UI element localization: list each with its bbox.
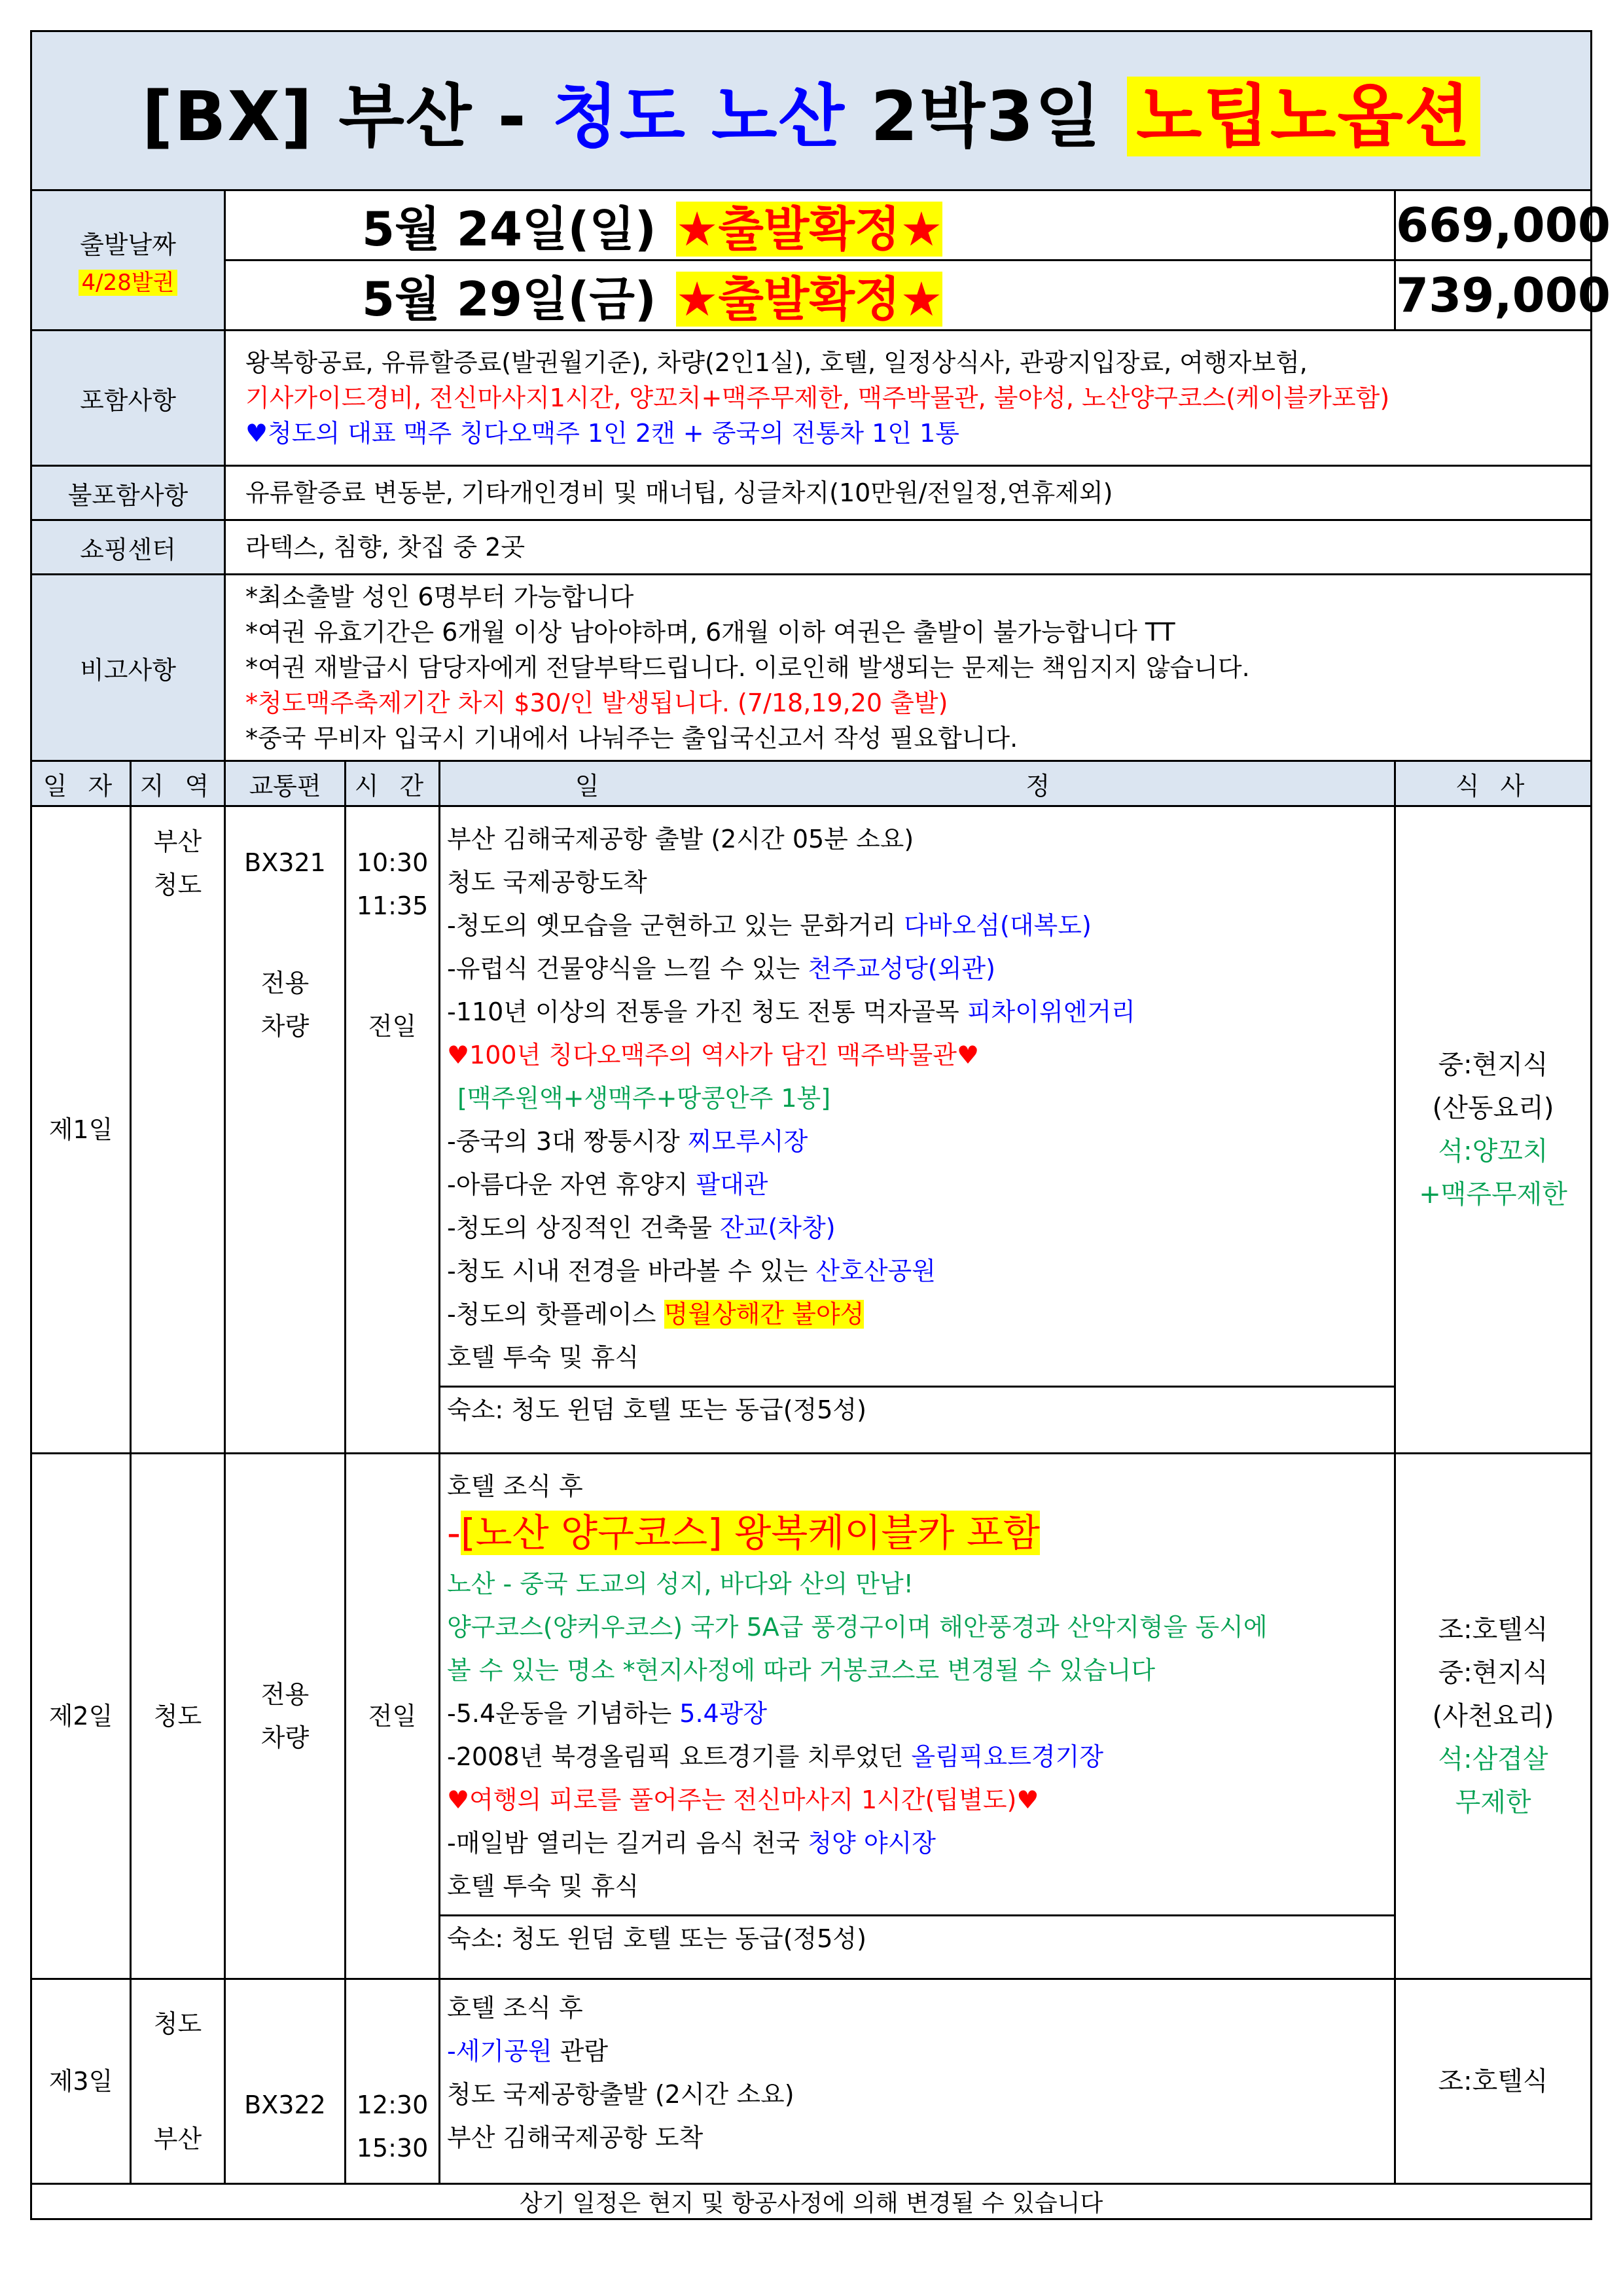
- day2-time: 전일: [346, 1454, 440, 1979]
- shopping-label: 쇼핑센터: [31, 520, 225, 575]
- day1-s7: [맥주원액+생맥주+땅콩안주 1봉]: [457, 1084, 831, 1113]
- day1-s8: -중국의 3대 짱퉁시장 찌모루시장: [447, 1127, 808, 1156]
- excluded-label: 불포함사항: [31, 466, 225, 520]
- header-transport: 교통편: [225, 761, 346, 806]
- day1-s11: -청도 시내 전경을 바라볼 수 있는 산호산공원: [447, 1257, 936, 1285]
- day1-row: [31, 806, 1592, 1454]
- day1-meal-4: +맥주무제한: [1419, 1179, 1567, 1210]
- day1-flight: BX321: [244, 848, 326, 877]
- note-4: *청도맥주축제기간 차지 $30/인 발생됩니다. (7/18,19,20 출발): [245, 689, 948, 717]
- day3-label: 제3일: [31, 1979, 131, 2184]
- included-line1: 왕복항공료, 유류할증료(발권월기준), 차량(2인1실), 호텔, 일정상식사, 관광지입장료, 여행자보험,: [245, 348, 1308, 377]
- departure-date-1: [225, 190, 1395, 260]
- day1-label: 제1일: [31, 806, 131, 1454]
- day2-s4: 양구코스(양커우코스) 국가 5A급 풍경구이며 해안풍경과 산악지형을 동시에: [447, 1613, 1268, 1641]
- departure-label: 출발날짜: [80, 230, 176, 259]
- header-schedule: 일 정: [440, 761, 1395, 806]
- day2-meal-4: 석:삼겹살: [1438, 1744, 1548, 1774]
- day1-alltime: 전일: [368, 1012, 417, 1041]
- day1-s9: -아름다운 자연 휴양지 팔대관: [447, 1170, 768, 1199]
- header-region: 지 역: [131, 761, 225, 806]
- day1-s3: -청도의 옛모습을 군현하고 있는 문화거리 다바오섬(대복도): [447, 911, 1092, 940]
- day1-meal-1: 중:현지식: [1438, 1050, 1548, 1080]
- day3-s1: 호텔 조식 후: [447, 1994, 583, 2022]
- price-2: 739,000: [1395, 260, 1592, 331]
- itinerary-table: [30, 30, 1611, 2220]
- day2-s6: -5.4운동을 기념하는 5.4광장: [447, 1699, 768, 1728]
- date-1: 5월 24일(일): [362, 202, 656, 257]
- day2-transport: [225, 1454, 346, 1979]
- day1-transport: [225, 806, 346, 1454]
- title-part3: 2박3일: [846, 77, 1128, 156]
- note-1: *최소출발 성인 6명부터 가능합니다: [245, 583, 634, 611]
- day1-s2: 청도 국제공항도착: [447, 868, 647, 897]
- day1-s4: -유럽식 건물양식을 느낄 수 있는 천주교성당(외관): [447, 954, 995, 983]
- day2-s2: -[노산 양구코스] 왕복케이블카 포함: [447, 1511, 1040, 1555]
- day1-time-2: 11:35: [356, 891, 429, 920]
- day2-s1: 호텔 조식 후: [447, 1472, 583, 1501]
- excluded-text: 유류할증료 변동분, 기타개인경비 및 매너팁, 싱글차지(10만원/전일정,연휴제외): [225, 466, 1592, 520]
- included-label: 포함사항: [31, 331, 225, 466]
- day3-flight: BX322: [244, 2090, 326, 2119]
- day2-s10: 호텔 투숙 및 휴식: [447, 1872, 639, 1901]
- day1-time: [346, 806, 440, 1454]
- day3-meal: 조:호텔식: [1395, 1979, 1592, 2184]
- day1-meal-3: 석:양꼬치: [1438, 1136, 1548, 1166]
- title-part4: 노팁노옵션: [1127, 77, 1480, 156]
- notes-label: 비고사항: [31, 575, 225, 761]
- note-3: *여권 재발급시 담당자에게 전달부탁드립니다. 이로인해 발생되는 문제는 책임지지 않습니다.: [245, 653, 1250, 682]
- note-2: *여권 유효기간은 6개월 이상 남아야하며, 6개월 이하 여권은 출발이 불가능합니다 TT: [245, 618, 1175, 647]
- included-line3: ♥청도의 대표 맥주 칭다오맥주 1인 2캔 + 중국의 전통차 1인 1통: [245, 419, 959, 448]
- itinerary-sheet: [30, 30, 1611, 2217]
- day3-time-2: 15:30: [356, 2134, 429, 2162]
- notes-text: [225, 575, 1592, 761]
- day1-vehicle-2: 차량: [260, 1012, 310, 1041]
- shopping-text: 라텍스, 침향, 찻집 중 2곳: [225, 520, 1592, 575]
- included-text: [225, 331, 1592, 466]
- day2-s7: -2008년 북경올림픽 요트경기를 치루었던 올림픽요트경기장: [447, 1742, 1104, 1771]
- day1-vehicle-1: 전용: [260, 969, 310, 997]
- day1-s6: ♥100년 칭다오맥주의 역사가 담긴 맥주박물관♥: [447, 1041, 980, 1069]
- day3-region-2: 부산: [153, 2125, 202, 2153]
- day2-meal: [1395, 1454, 1592, 1979]
- day1-schedule: [440, 806, 1395, 1454]
- departure-label-cell: [31, 190, 225, 331]
- day2-s3: 노산 - 중국 도교의 성지, 바다와 산의 만남!: [447, 1570, 914, 1598]
- day1-s13: 호텔 투숙 및 휴식: [447, 1343, 639, 1372]
- header-time: 시 간: [346, 761, 440, 806]
- header-day: 일 자: [31, 761, 131, 806]
- day3-schedule: [440, 1979, 1395, 2184]
- day3-time: [346, 1979, 440, 2184]
- day2-s8: ♥여행의 피로를 풀어주는 전신마사지 1시간(팁별도)♥: [447, 1785, 1039, 1814]
- day3-region: [131, 1979, 225, 2184]
- day2-meal-3: (사천요리): [1432, 1701, 1554, 1731]
- departure-date-2: [225, 260, 1395, 331]
- day2-schedule: [440, 1454, 1395, 1979]
- day3-row: [31, 1979, 1592, 2184]
- schedule-header: [31, 761, 1592, 806]
- day1-s1: 부산 김해국제공항 출발 (2시간 05분 소요): [447, 825, 914, 853]
- day3-s4: 부산 김해국제공항 도착: [447, 2123, 704, 2152]
- day1-meal: [1395, 806, 1592, 1454]
- footer-note: 상기 일정은 현지 및 항공사정에 의해 변경될 수 있습니다: [31, 2184, 1592, 2219]
- departure-sublabel: 4/28발권: [79, 270, 177, 296]
- day2-meal-5: 무제한: [1455, 1787, 1531, 1818]
- date-2: 5월 29일(금): [362, 272, 656, 327]
- day1-s5: -110년 이상의 전통을 가진 청도 전통 먹자골목 피차이위엔거리: [447, 997, 1135, 1026]
- price-1: 669,000: [1395, 190, 1592, 260]
- day2-vehicle-1: 전용: [260, 1680, 310, 1709]
- day1-s10: -청도의 상징적인 건축물 잔교(차창): [447, 1213, 836, 1242]
- day1-region-2: 청도: [153, 870, 202, 899]
- day2-meal-2: 중:현지식: [1438, 1658, 1548, 1688]
- day2-s9: -매일밤 열리는 길거리 음식 천국 청양 야시장: [447, 1829, 936, 1857]
- header-meal: 식 사: [1395, 761, 1592, 806]
- included-line2: 기사가이드경비, 전신마사지1시간, 양꼬치+맥주무제한, 맥주박물관, 불야성, 노산양구코스(케이블카포함): [245, 384, 1390, 412]
- day1-s12: -청도의 핫플레이스 명월상해간 불야성: [447, 1300, 865, 1329]
- day1-region: [131, 806, 225, 1454]
- day2-label: 제2일: [31, 1454, 131, 1979]
- day1-time-1: 10:30: [356, 848, 429, 877]
- day1-meal-2: (산동요리): [1432, 1093, 1554, 1123]
- status-1: ★출발확정★: [675, 202, 943, 257]
- status-2: ★출발확정★: [675, 272, 943, 327]
- day3-s3: 청도 국제공항출발 (2시간 소요): [447, 2080, 794, 2109]
- note-5: *중국 무비자 입국시 기내에서 나눠주는 출입국신고서 작성 필요합니다.: [245, 724, 1018, 753]
- day3-region-1: 청도: [153, 2009, 202, 2038]
- page-title: [31, 31, 1592, 190]
- day2-region: 청도: [131, 1454, 225, 1979]
- day3-time-1: 12:30: [356, 2090, 429, 2119]
- day2-hotel: 숙소: 청도 윈덤 호텔 또는 동급(정5성): [440, 1914, 1394, 1961]
- day2-s5: 볼 수 있는 명소 *현지사정에 따라 거봉코스로 변경될 수 있습니다: [447, 1656, 1156, 1685]
- day1-region-1: 부산: [153, 827, 202, 856]
- day2-row: [31, 1454, 1592, 1979]
- title-part2: 청도 노산: [552, 77, 846, 156]
- day2-meal-1: 조:호텔식: [1438, 1615, 1548, 1645]
- day3-transport: [225, 1979, 346, 2184]
- day2-vehicle-2: 차량: [260, 1723, 310, 1752]
- title-part1: [BX] 부산 -: [141, 77, 552, 156]
- day3-s2: -세기공원 관람: [447, 2037, 609, 2066]
- day1-hotel: 숙소: 청도 윈덤 호텔 또는 동급(정5성): [440, 1386, 1394, 1432]
